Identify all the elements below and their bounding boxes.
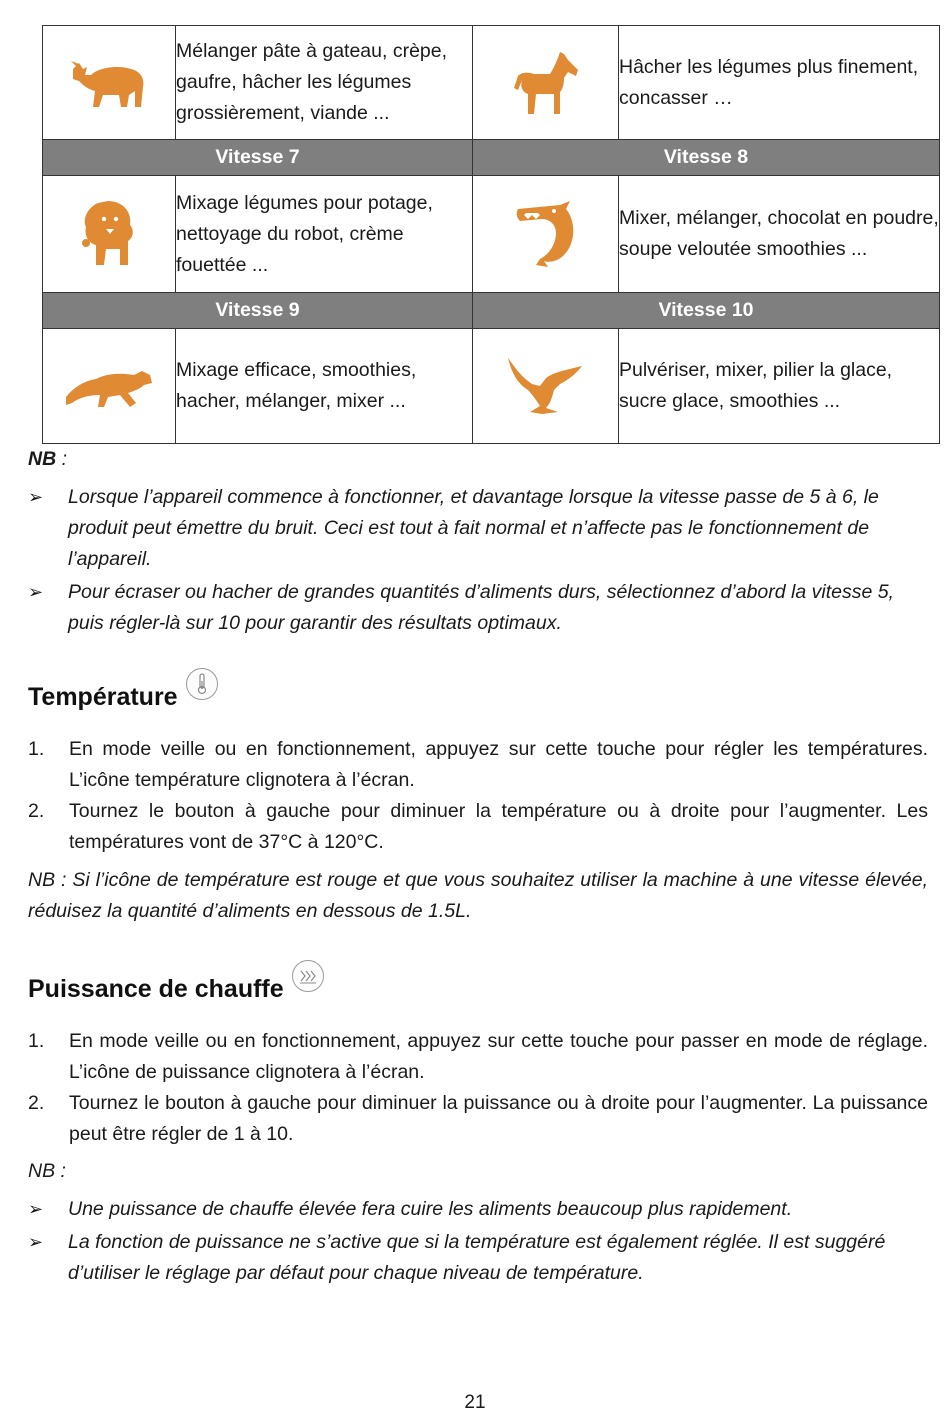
step-number: 1. — [28, 738, 45, 760]
speed-header: Vitesse 10 — [473, 293, 940, 329]
icon-cell — [43, 329, 176, 444]
table-row — [43, 176, 940, 293]
icon-cell — [473, 176, 619, 293]
speed-header: Vitesse 7 — [43, 140, 473, 176]
icon-cell — [43, 176, 176, 293]
table-row — [43, 26, 940, 140]
step-number: 2. — [28, 800, 45, 822]
list-item — [28, 1026, 928, 1088]
section-title: Puissance de chauffe — [28, 975, 284, 1003]
arrow-bullet-icon: ➢ — [28, 1232, 44, 1252]
table-row — [43, 329, 940, 444]
bullet-text: Lorsque l’appareil commence à fonctionner, et davantage lorsque la vitesse passe de 5 à 6, le produit peut émettre du bruit. Ceci est tout à fait normal et n’affecte pas le fonctionnement de l’appareil. — [68, 486, 879, 570]
icon-cell — [43, 26, 176, 140]
list-item — [28, 796, 928, 858]
speed-table — [42, 25, 940, 444]
nb-label-bold: NB — [28, 448, 57, 470]
step-number: 2. — [28, 1092, 45, 1114]
temperature-nb: NB : Si l’icône de température est rouge et que vous souhaitez utiliser la machine à une vitesse élevée, réduisez la quantité d’aliments en dessous de 1.5L. — [28, 869, 928, 922]
horse-icon — [508, 50, 584, 116]
eagle-icon — [506, 356, 586, 416]
speed-header: Vitesse 9 — [43, 293, 473, 329]
bullet-text: La fonction de puissance ne s’active que si la température est également réglée. Il est suggéré d’utiliser le réglage par défaut pour chaque niveau de température. — [68, 1231, 886, 1284]
table-header-row — [43, 140, 940, 176]
cheetah-icon — [64, 363, 154, 409]
step-text: Tournez le bouton à gauche pour diminuer la température ou à droite pour l’augmenter. Les températures vont de 37°C à 120°C. — [69, 800, 928, 853]
list-item — [28, 1227, 928, 1289]
nb-label: NB : — [28, 1160, 66, 1182]
heating-bullet-list — [28, 1194, 928, 1291]
section-heading-temperature — [28, 680, 218, 712]
step-text: En mode veille ou en fonctionnement, appuyez sur cette touche pour passer en mode de réglage. L’icône de puissance clignotera à l’écran. — [69, 1030, 928, 1083]
list-item — [28, 482, 928, 575]
section-title: Température — [28, 683, 178, 711]
arrow-bullet-icon: ➢ — [28, 487, 44, 507]
table-header-row — [43, 293, 940, 329]
cow-icon — [69, 55, 149, 111]
heating-steps — [28, 1026, 928, 1150]
speed-header: Vitesse 8 — [473, 140, 940, 176]
list-item — [28, 1088, 928, 1150]
speed-description: Mixage légumes pour potage, nettoyage du robot, crème fouettée ... — [176, 176, 473, 293]
step-text: En mode veille ou en fonctionnement, appuyez sur cette touche pour régler les températures. L’icône température clignotera à l’écran. — [69, 738, 928, 791]
list-item — [28, 577, 928, 639]
speed-description: Pulvériser, mixer, pilier la glace, sucre glace, smoothies ... — [619, 329, 940, 444]
nb-label — [28, 448, 67, 471]
arrow-bullet-icon: ➢ — [28, 582, 44, 602]
speed-description: Hâcher les légumes plus finement, concasser … — [619, 26, 940, 140]
shark-icon — [514, 199, 578, 269]
speed-description: Mélanger pâte à gateau, crèpe, gaufre, hâcher les légumes grossièrement, viande ... — [176, 26, 473, 140]
section-heading-heating — [28, 972, 324, 1004]
list-item — [28, 734, 928, 796]
arrow-bullet-icon: ➢ — [28, 1199, 44, 1219]
nb-label-suffix: : — [56, 448, 68, 470]
step-text: Tournez le bouton à gauche pour diminuer la puissance ou à droite pour l’augmenter. La puissance peut être régler de 1 à 10. — [69, 1092, 928, 1145]
icon-cell — [473, 329, 619, 444]
list-item — [28, 1194, 928, 1225]
lion-icon — [78, 199, 140, 269]
bullet-text: Une puissance de chauffe élevée fera cuire les aliments beaucoup plus rapidement. — [68, 1198, 793, 1220]
bullet-text: Pour écraser ou hacher de grandes quantités d’aliments durs, sélectionnez d’abord la vitesse 5, puis régler-là sur 10 pour garantir des résultats optimaux. — [68, 581, 894, 634]
step-number: 1. — [28, 1030, 45, 1052]
speed-description: Mixer, mélanger, chocolat en poudre, soupe veloutée smoothies ... — [619, 176, 940, 293]
icon-cell — [473, 26, 619, 140]
temperature-steps — [28, 734, 928, 858]
page-number: 21 — [464, 1392, 486, 1413]
thermometer-icon — [186, 668, 218, 700]
speed-description: Mixage efficace, smoothies, hacher, mélanger, mixer ... — [176, 329, 473, 444]
nb-bullet-list — [28, 482, 928, 641]
heat-waves-icon — [292, 960, 324, 992]
